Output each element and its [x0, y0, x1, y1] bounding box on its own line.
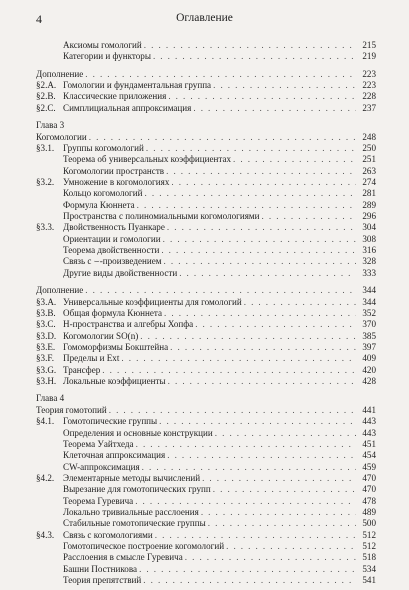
section-number: §3.C.	[36, 319, 56, 330]
dot-leader	[168, 376, 356, 387]
page-ref: 215	[362, 40, 376, 50]
toc-entry	[36, 188, 376, 199]
page-ref: 228	[362, 91, 376, 102]
section-number: §3.H.	[36, 376, 57, 387]
page-ref: 237	[362, 102, 376, 113]
dot-leader	[135, 496, 356, 507]
dot-leader	[213, 80, 356, 91]
dot-leader	[201, 507, 356, 518]
page-ref: 385	[362, 330, 376, 341]
toc-entry	[36, 166, 376, 177]
dot-leader	[166, 166, 356, 177]
entry-title: Категории и функторы	[63, 51, 151, 62]
page-ref: 443	[362, 416, 376, 427]
dot-leader	[85, 285, 356, 296]
page-ref: 512	[362, 541, 376, 552]
dot-leader	[136, 439, 356, 450]
page-ref: 489	[362, 507, 376, 518]
dot-leader	[155, 530, 356, 541]
page-ref: 219	[362, 51, 376, 62]
page-ref: 470	[362, 484, 376, 495]
page-ref: 274	[362, 176, 376, 187]
page-ref: 420	[362, 364, 376, 375]
toc-entry	[36, 450, 376, 461]
entry-title: Симплициальная аппроксимация	[63, 102, 192, 113]
toc-entry	[36, 154, 376, 165]
page-ref: 304	[362, 222, 376, 233]
toc-entry	[36, 416, 376, 427]
toc-entry	[36, 177, 376, 188]
page-ref: 428	[362, 376, 376, 387]
entry-title: H-пространства и алгебры Хопфа	[63, 319, 194, 330]
toc-entry	[36, 376, 376, 387]
page-number: 4	[36, 12, 42, 26]
page-ref: 316	[362, 245, 376, 256]
toc-entry	[36, 507, 376, 518]
dot-leader	[244, 297, 356, 308]
toc-entry	[36, 518, 376, 529]
dot-leader	[193, 103, 356, 114]
toc-entry	[36, 365, 376, 376]
toc-entry	[36, 530, 376, 541]
page-ref: 223	[362, 68, 376, 79]
dot-leader	[159, 416, 356, 427]
section-number: §2.A.	[36, 80, 57, 91]
toc-entry	[36, 143, 376, 154]
page-ref: 333	[362, 267, 376, 278]
entry-title: Глава 3	[36, 120, 65, 131]
page-ref: 470	[362, 472, 376, 483]
dot-leader	[153, 51, 356, 62]
page-ref: 251	[362, 154, 376, 165]
section-number: §4.3.	[36, 529, 55, 540]
dot-leader	[213, 484, 356, 495]
dot-leader	[161, 245, 356, 256]
dot-leader	[167, 450, 356, 461]
toc-entry	[36, 353, 376, 364]
dot-leader	[167, 222, 356, 233]
entry-title: Пределы и Ext	[63, 353, 120, 364]
dot-leader	[140, 331, 356, 342]
entry-title: Формула Кюннета	[63, 199, 135, 210]
entry-title: Башни Постникова	[63, 563, 138, 574]
entry-title: Элементарные методы вычислений	[63, 472, 201, 483]
page-ref: 370	[362, 319, 376, 330]
entry-title: Теорема Гуревича	[63, 495, 134, 506]
dot-leader	[215, 428, 356, 439]
running-title: Оглавление	[176, 12, 233, 24]
page-ref: 223	[362, 80, 376, 91]
entry-title: Теорема двойственности	[63, 245, 160, 256]
dot-leader	[102, 365, 356, 376]
entry-title: Теорема об универсальных коэффициентах	[63, 154, 232, 165]
entry-title: Трансфер	[63, 364, 101, 375]
entry-title: Определения и основные конструкции	[63, 427, 213, 438]
toc-entry	[36, 575, 376, 586]
entry-title: Аксиомы гомологий	[63, 40, 142, 50]
page-ref: 281	[362, 188, 376, 199]
dot-leader	[226, 541, 356, 552]
page-ref: 328	[362, 256, 376, 267]
page-ref: 409	[362, 353, 376, 364]
section-number: §4.1.	[36, 416, 55, 427]
dot-leader	[164, 308, 356, 319]
page-ref: 500	[362, 518, 376, 529]
entry-title: Классические приложения	[63, 91, 167, 102]
entry-title: Общая формула Кюннета	[63, 307, 163, 318]
dot-leader	[185, 552, 356, 563]
entry-title: Гомологии и фундаментальная группа	[63, 80, 212, 91]
dot-leader	[89, 132, 356, 143]
toc-entry	[36, 91, 376, 102]
entry-title: Когомологии SO(n)	[63, 330, 139, 341]
toc-entry	[36, 541, 376, 552]
dot-leader	[262, 211, 356, 222]
dot-leader	[145, 188, 356, 199]
toc-entry	[36, 297, 376, 308]
entry-title: Связь с ⌣-произведением	[63, 256, 162, 267]
section-number: §4.2.	[36, 472, 55, 483]
toc-entry	[36, 200, 376, 211]
page-ref: 443	[362, 427, 376, 438]
dot-leader	[143, 575, 356, 586]
toc-entry	[36, 234, 376, 245]
entry-title: Гомотопическое построение когомологий	[63, 541, 225, 552]
toc-entry	[36, 462, 376, 473]
entry-title: Гомоморфизмы Бокштейна	[63, 341, 169, 352]
page-ref: 344	[362, 285, 376, 296]
toc-entry	[36, 439, 376, 450]
entry-title: Теорема Уайтхеда	[63, 438, 134, 449]
dot-leader	[144, 40, 356, 51]
page-ref: 459	[362, 461, 376, 472]
entry-title: Универсальные коэффициенты для гомологий	[63, 296, 242, 307]
entry-title: Умножение в когомологиях	[63, 176, 170, 187]
page-ref: 441	[362, 404, 376, 415]
dot-leader	[142, 462, 356, 473]
entry-title: Дополнение	[36, 68, 84, 79]
toc-entry	[36, 285, 376, 296]
toc-entry	[36, 405, 376, 416]
entry-title: Когомологии пространств	[63, 165, 165, 176]
toc-entry	[36, 69, 376, 80]
entry-title: Локальные коэффициенты	[63, 376, 166, 387]
page-ref: 248	[362, 131, 376, 142]
entry-title: Клеточная аппроксимация	[63, 450, 166, 461]
section-number: §2.B.	[36, 91, 56, 102]
entry-title: Кольцо когомологий	[63, 188, 143, 199]
page-ref: 263	[362, 165, 376, 176]
page-ref: 512	[362, 529, 376, 540]
toc-entry	[36, 51, 376, 62]
entry-title: Когомологии	[36, 131, 87, 142]
page-ref: 534	[362, 563, 376, 574]
toc-entry	[36, 393, 376, 404]
entry-title: Другие виды двойственности	[63, 267, 178, 278]
toc-entry	[36, 484, 376, 495]
entry-title: Ориентации и гомологии	[63, 233, 161, 244]
toc-entry	[36, 132, 376, 143]
toc-entry	[36, 40, 376, 51]
section-number: §3.3.	[36, 222, 55, 233]
section-number: §3.G.	[36, 364, 57, 375]
dot-leader	[137, 200, 356, 211]
entry-title: Пространства с полиномиальными когомологиями	[63, 211, 260, 222]
entry-title: Расслоения в смысле Гуревича	[63, 552, 183, 563]
section-number: §3.E.	[36, 341, 56, 352]
toc-entry	[36, 211, 376, 222]
page-ref: 250	[362, 142, 376, 153]
section-number: §3.1.	[36, 142, 55, 153]
dot-leader	[164, 256, 356, 267]
page-ref: 352	[362, 307, 376, 318]
toc-entry	[36, 268, 376, 279]
entry-title: Двойственность Пуанкаре	[63, 222, 165, 233]
dot-leader	[85, 69, 356, 80]
table-of-contents	[36, 40, 376, 587]
toc-entry	[36, 473, 376, 484]
dot-leader	[139, 564, 356, 575]
toc-entry	[36, 120, 376, 131]
dot-leader	[146, 143, 356, 154]
entry-title: Дополнение	[36, 285, 84, 296]
toc-entry	[36, 428, 376, 439]
toc-entry	[36, 496, 376, 507]
dot-leader	[171, 177, 356, 188]
page-ref: 397	[362, 341, 376, 352]
entry-title: Глава 4	[36, 393, 65, 404]
toc-entry	[36, 103, 376, 114]
toc-entry	[36, 308, 376, 319]
dot-leader	[109, 405, 356, 416]
entry-title: Связь с когомологиями	[63, 529, 153, 540]
page-ref: 296	[362, 211, 376, 222]
section-number: §3.2.	[36, 176, 55, 187]
entry-title: Группы когомологий	[63, 142, 144, 153]
page-ref: 454	[362, 450, 376, 461]
section-number: §3.F.	[36, 353, 54, 364]
entry-title: CW-аппроксимация	[63, 461, 140, 472]
entry-title: Стабильные гомотопические группы	[63, 518, 206, 529]
dot-leader	[121, 353, 356, 364]
toc-entry	[36, 564, 376, 575]
dot-leader	[163, 234, 356, 245]
section-number: §3.A.	[36, 296, 57, 307]
entry-title: Гомотопические группы	[63, 416, 158, 427]
page-ref: 451	[362, 438, 376, 449]
dot-leader	[168, 91, 356, 102]
entry-title: Теория препятствий	[63, 575, 142, 586]
dot-leader	[208, 518, 356, 529]
toc-entry	[36, 222, 376, 233]
toc-entry	[36, 342, 376, 353]
toc-entry	[36, 552, 376, 563]
dot-leader	[233, 154, 356, 165]
dot-leader	[195, 319, 356, 330]
toc-entry	[36, 331, 376, 342]
entry-title: Вырезание для гомотопических групп	[63, 484, 211, 495]
page-ref: 308	[362, 233, 376, 244]
section-number: §3.B.	[36, 307, 56, 318]
section-number: §3.D.	[36, 330, 57, 341]
page-ref: 344	[362, 296, 376, 307]
page-ref: 478	[362, 495, 376, 506]
entry-title: Теория гомотопий	[36, 404, 107, 415]
toc-entry	[36, 256, 376, 267]
toc-entry	[36, 319, 376, 330]
page-ref: 518	[362, 552, 376, 563]
toc-entry	[36, 245, 376, 256]
dot-leader	[170, 342, 356, 353]
entry-title: Локально тривиальные расслоения	[63, 507, 199, 518]
dot-leader	[202, 473, 356, 484]
dot-leader	[179, 268, 356, 279]
page-ref: 289	[362, 199, 376, 210]
toc-entry	[36, 80, 376, 91]
page-ref: 541	[362, 575, 376, 586]
section-number: §2.C.	[36, 102, 56, 113]
